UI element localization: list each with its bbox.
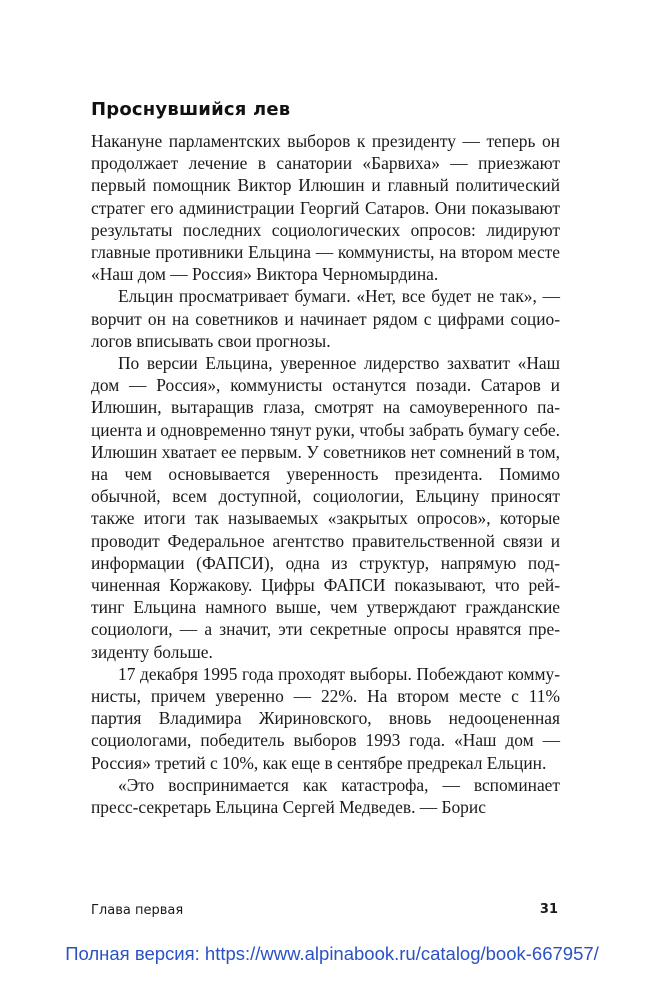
paragraph-2: Ельцин просматривает бумаги. «Нет, все будет не так», — ворчит он на советников и начинает рядом с цифрами социологов вписывать свои прогнозы. [91,286,560,351]
body-text [91,130,560,818]
paragraph-4: 17 декабря 1995 года проходят выборы. Побеждают коммунисты, причем уверенно — 22%. На втором месте с 11% партия Владимира Жириновского, вновь недооцененная социологами, победитель выборов 1993 года. «Наш дом — Россия» третий с 10%, как еще в сентябре предрекал Ельцин. [91,663,560,773]
full-version-link[interactable]: Полная версия: https://www.alpinabook.ru/catalog/book-667957/ [65,943,599,964]
paragraph-5: «Это воспринимается как катастрофа, — вспоминает пресс-секретарь Ельцина Сергей Медведев. — Борис [91,774,560,818]
paragraph-3: По версии Ельцина, уверенное лидерство захватит «Наш дом — Россия», коммунисты останутся позади. Сатаров и Илюшин, вытаращив глаза, смотрят на самоуверенного пациента и одновременно тянут руки, чтобы забрать бумагу себе. Илюшин хватает ее первым. У советников нет сомнений в том, на чем основывается уверенность президента. Помимо обычной, всем доступной, социологии, Ельцину приносят также итоги так называемых «закрытых опросов», которые проводит Федеральное агентство правительственной связи и информации (ФАПСИ), одна из структур, напрямую подчиненная Коржакову. Цифры ФАПСИ показывают, что рейтинг Ельцина намного выше, чем утверждают гражданские социологи, — а значит, эти секретные опросы нравятся президенту больше. [91,353,560,662]
section-heading: Проснувшийся лев [91,99,291,120]
page-number: 31 [539,902,558,917]
paragraph-1: Накануне парламентских выборов к президенту — теперь он продолжает лечение в санатории «Барвиха» — приезжают первый помощник Виктор Илюшин и главный политический стратег его администрации Георгий Сатаров. Они показывают результаты последних социологических опросов: лидируют главные противники Ельцина — коммунисты, на втором месте «Наш дом — Россия» Виктора Черномырдина. [91,131,560,285]
running-footer-chapter: Глава первая [91,903,184,918]
